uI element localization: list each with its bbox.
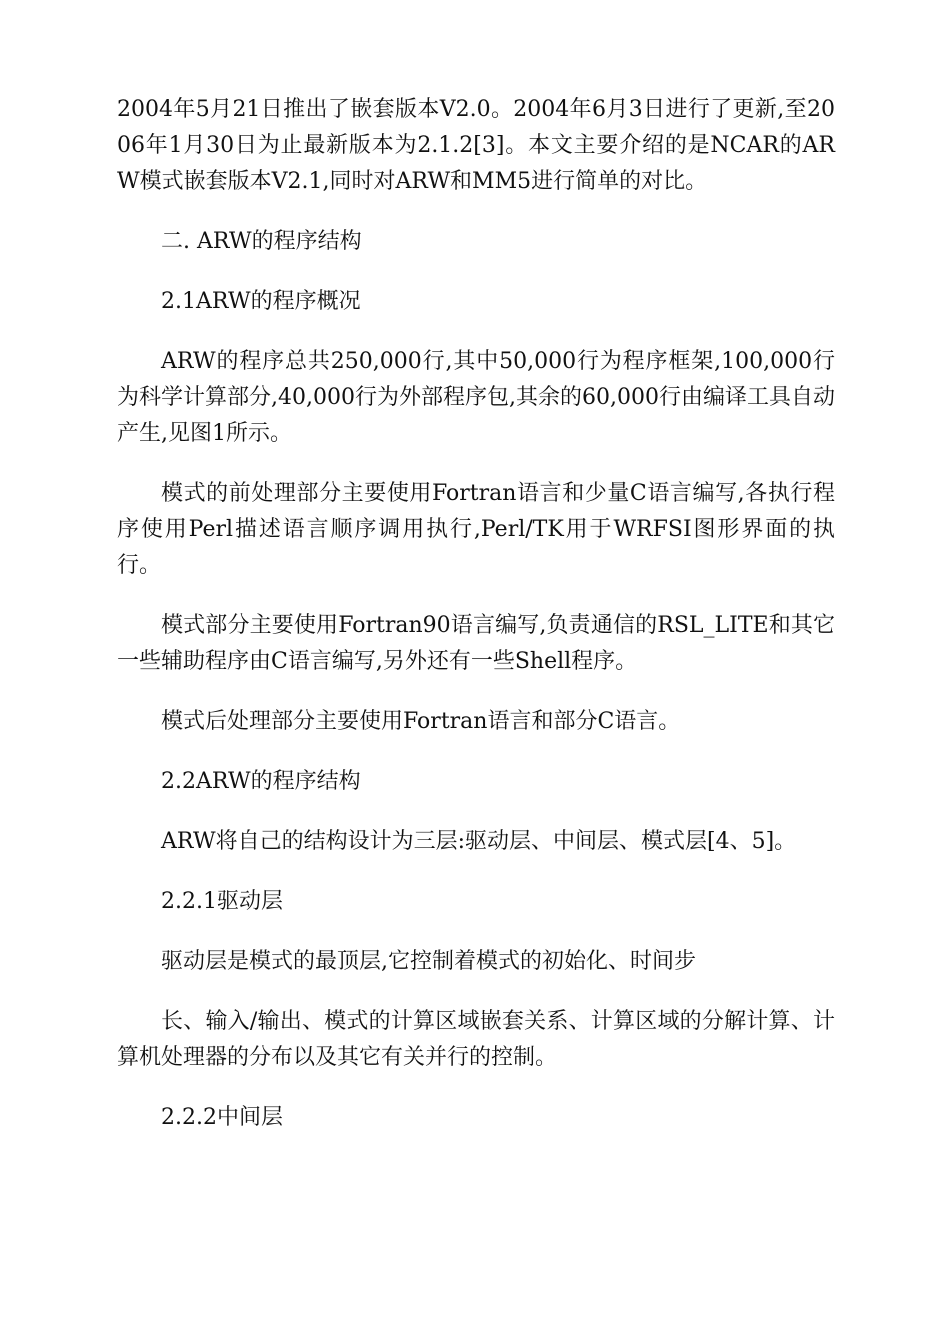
subsection-heading-2-2-2: 2.2.2中间层	[161, 1105, 283, 1130]
subsection-heading-2-2-1: 2.2.1驱动层	[161, 889, 283, 914]
paragraph-three-layers: ARW将自己的结构设计为三层:驱动层、中间层、模式层[4、5]。	[161, 829, 797, 854]
paragraph-version-history: 2004年5月21日推出了嵌套版本V2.0。2004年6月3日进行了更新,至2006年1月30日为止最新版本为2.1.2[3]。本文主要介绍的是NCAR的ARW模式嵌套版本V2.1,同时对ARW和MM5进行简单的对比。	[117, 97, 835, 194]
paragraph-driver-layer-1: 驱动层是模式的最顶层,它控制着模式的初始化、时间步	[161, 949, 696, 974]
paragraph-postprocessing: 模式后处理部分主要使用Fortran语言和部分C语言。	[161, 709, 681, 734]
paragraph-program-overview: ARW的程序总共250,000行,其中50,000行为程序框架,100,000行为科学计算部分,40,000行为外部程序包,其余的60,000行由编译工具自动产生,见图1所示。	[117, 349, 835, 446]
paragraph-preprocessing: 模式的前处理部分主要使用Fortran语言和少量C语言编写,各执行程序使用Perl描述语言顺序调用执行,Perl/TK用于WRFSI图形界面的执行。	[117, 481, 835, 578]
document-body	[117, 92, 835, 1160]
paragraph-model-part: 模式部分主要使用Fortran90语言编写,负责通信的RSL_LITE和其它一些辅助程序由C语言编写,另外还有一些Shell程序。	[117, 613, 835, 674]
subsection-heading-2-1: 2.1ARW的程序概况	[161, 289, 361, 314]
paragraph-driver-layer-2: 长、输入/输出、模式的计算区域嵌套关系、计算区域的分解计算、计算机处理器的分布以及其它有关并行的控制。	[117, 1009, 835, 1070]
section-heading-program-structure: 二. ARW的程序结构	[161, 229, 362, 254]
subsection-heading-2-2: 2.2ARW的程序结构	[161, 769, 361, 794]
